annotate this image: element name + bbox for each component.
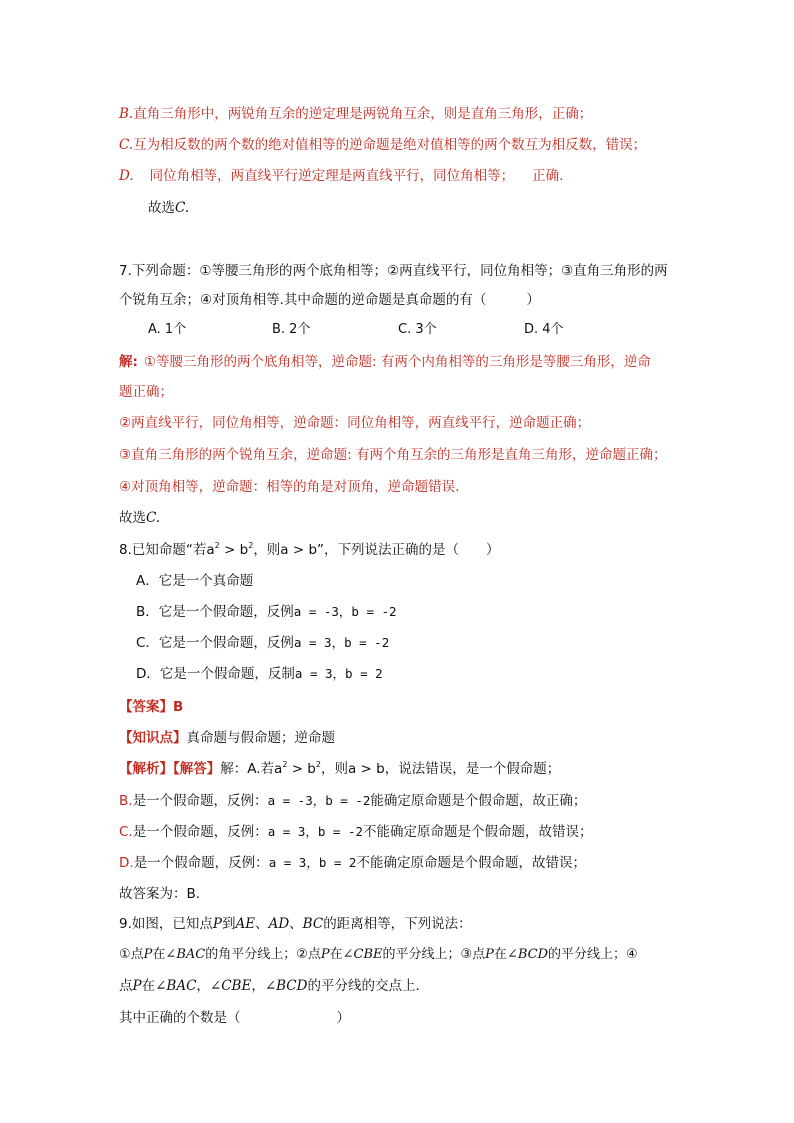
q7-stem-line2: 个锐角互余；④对顶角相等.其中命题的逆命题是真命题的有（ ） (119, 292, 540, 308)
q8-option-b: B．它是一个假命题，反例a = -3，b = -2 (136, 604, 397, 620)
q6-option-c (119, 135, 646, 155)
option-text: 同位角相等，两直线平行逆定理是两直线平行，同位角相等； (149, 168, 515, 184)
q8-analysis-b: B.是一个假命题，反例：a = -3，b = -2能确定原命题是个假命题，故正确； (119, 793, 587, 809)
q8-option-a: A．它是一个真命题 (136, 573, 254, 589)
option-math: a = -3，b = -2 (293, 604, 397, 619)
q8-answer: 【答案】B (119, 699, 184, 715)
option-text: 直角三角形中，两锐角互余的逆定理是两锐角互余，则是直角三角形，正确； (133, 106, 593, 122)
answer-letter: C. (146, 510, 161, 526)
q8-option-c: C．它是一个假命题，反例a = 3，b = -2 (136, 635, 390, 651)
q8-knowledge: 【知识点】真命题与假命题；逆命题 (119, 730, 335, 746)
q8-analysis-c: C.是一个假命题，反例：a = 3，b = -2不能确定原命题是个假命题，故错误； (119, 824, 593, 840)
option-label: D. (119, 168, 134, 184)
answer-tag: 【答案】 (119, 699, 173, 715)
q7-solution-line1: 解: ①等腰三角形的两个底角相等，逆命题: 有两个内角相等的三角形是等腰三角形，逆命 (119, 354, 651, 370)
q6-option-b (119, 104, 592, 124)
q9-stem-line2: ①点P在∠BAC的角平分线上；②点P在∠CBE的平分线上；③点P在∠BCD的平分线上；④ (119, 947, 638, 962)
option-math: a = 3，b = -2 (293, 635, 390, 650)
q6-conclusion: 故选C. (148, 200, 190, 216)
q7-solution-line5: ④对顶角相等，逆命题：相等的角是对顶角，逆命题错误. (119, 479, 460, 495)
analysis-tag: 【解析】【解答】 (119, 761, 221, 777)
option-text: 互为相反数的两个数的绝对值相等的逆命题是绝对值相等的两个数互为相反数，错误； (133, 137, 647, 153)
q8-final-answer: 故答案为：B. (119, 886, 201, 902)
q8-analysis-line1: 【解析】【解答】解：A.若$a^2 > b^2$，则a > b，说法错误，是一个假命题； (119, 760, 561, 777)
q7-option-c: C. 3个 (398, 322, 437, 337)
q7-option-b: B. 2个 (272, 322, 311, 337)
option-verdict: 正确. (532, 168, 564, 184)
solution-label: 解: (119, 354, 138, 370)
option-label: C. (119, 137, 134, 153)
option-math: a = 3，b = 2 (294, 666, 383, 681)
q8-stem: 8.已知命题“若$a^2 > b^2$，则a > b”，下列说法正确的是（ ） (119, 541, 500, 558)
q7-conclusion: 故选C. (119, 510, 161, 526)
q7-solution-line3: ②两直线平行，同位角相等，逆命题：同位角相等，两直线平行，逆命题正确； (119, 415, 591, 431)
q7-option-a: A. 1个 (148, 322, 187, 337)
q8-analysis-d: D.是一个假命题，反例：a = 3，b = 2不能确定原命题是个假命题，故错误； (119, 855, 586, 871)
answer-letter: C. (175, 200, 190, 216)
q8-option-d: D．它是一个假命题，反制a = 3，b = 2 (136, 666, 383, 682)
q7-option-d: D. 4个 (524, 322, 564, 337)
q7-solution-line4: ③直角三角形的两个锐角互余，逆命题: 有两个角互余的三角形是直角三角形，逆命题正确； (119, 447, 667, 463)
q7-stem-line1: 7.下列命题：①等腰三角形的两个底角相等；②两直线平行，同位角相等；③直角三角形的两 (119, 263, 668, 279)
q9-stem-line4: 其中正确的个数是（ ） (119, 1010, 350, 1026)
option-label: B. (119, 106, 134, 122)
q7-solution-line2: 题正确； (119, 384, 173, 400)
knowledge-tag: 【知识点】 (119, 730, 187, 746)
q9-stem-line3: 点P在∠BAC，∠CBE，∠BCD的平分线的交点上. (119, 978, 420, 994)
q9-stem-line1: 9.如图，已知点P到AE、AD、BC的距离相等，下列说法： (119, 916, 472, 932)
q6-option-d (119, 166, 563, 186)
